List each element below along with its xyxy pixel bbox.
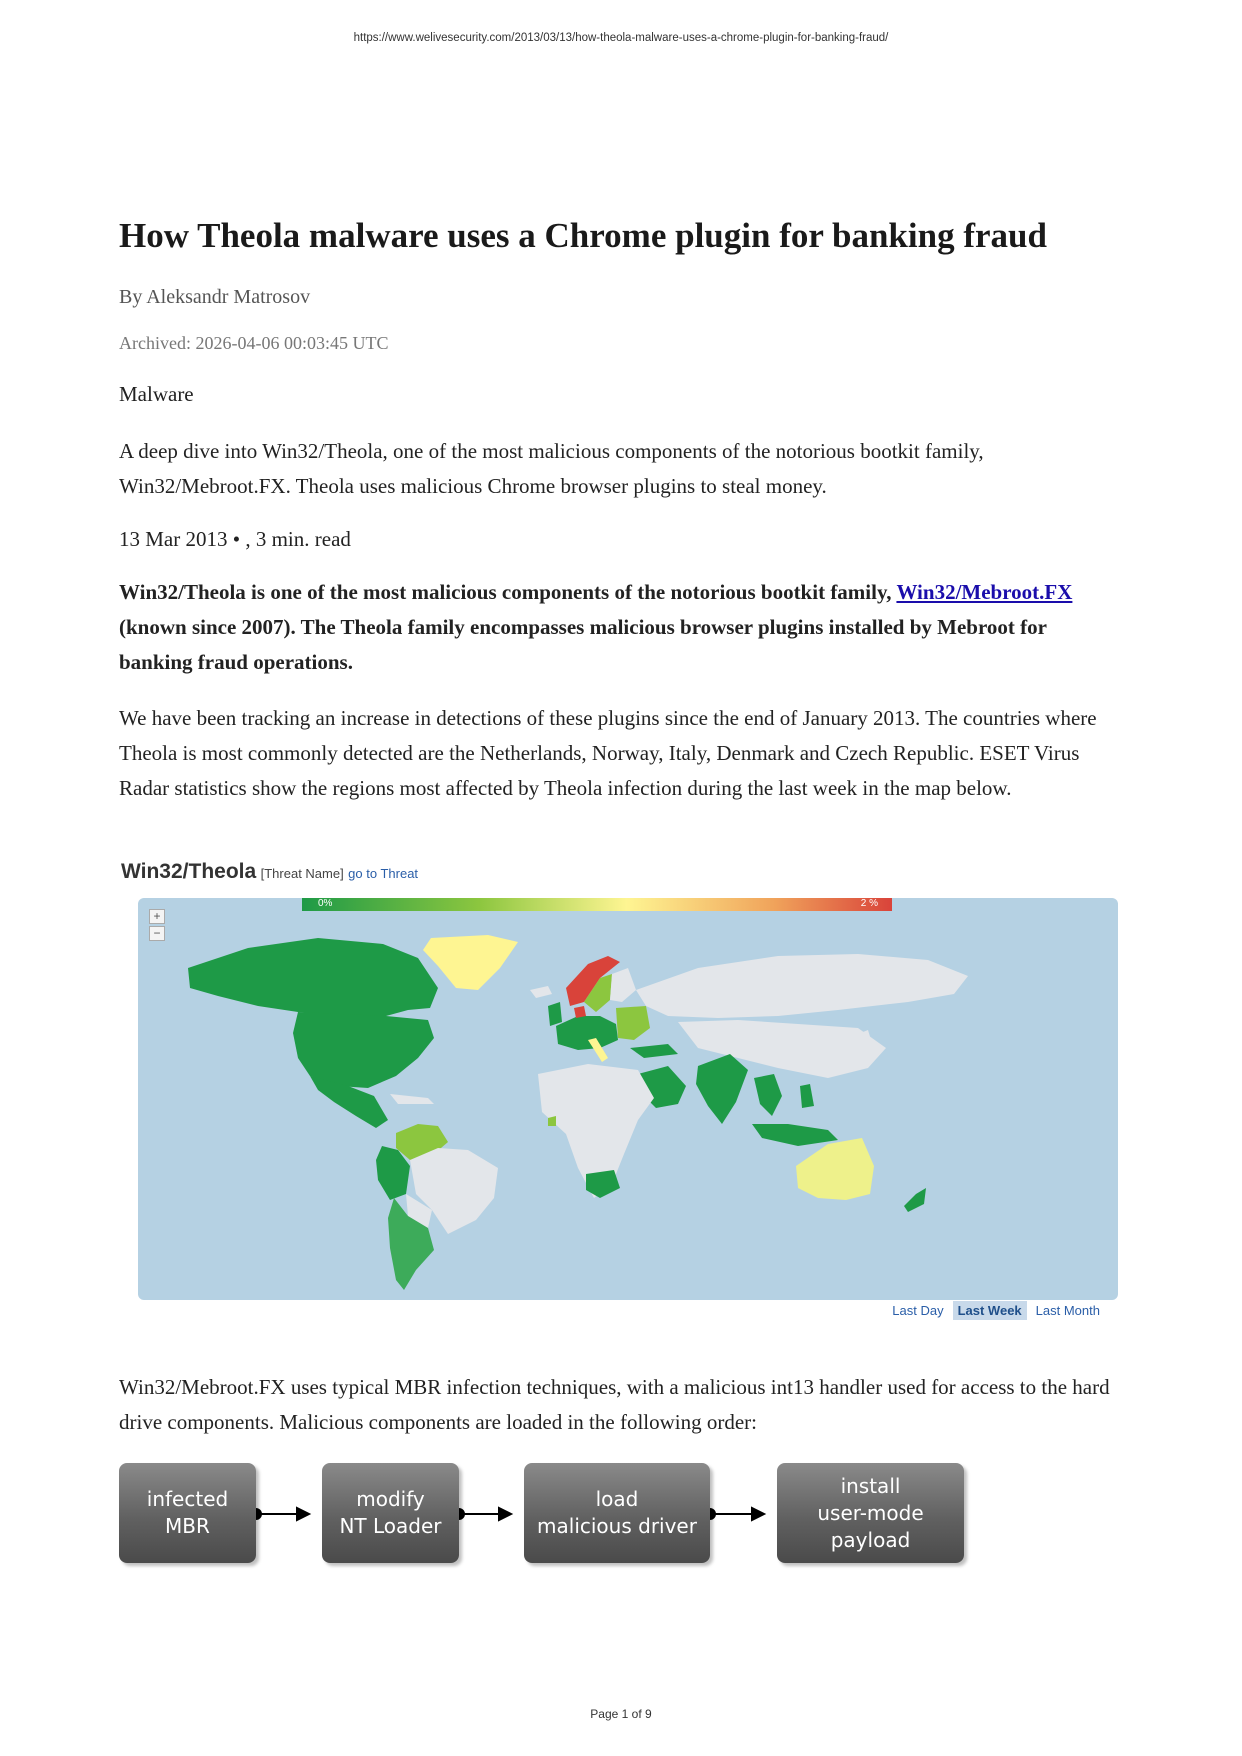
flow-step-3-line-2: malicious driver [537,1514,697,1538]
flow-step-load-driver [524,1463,710,1563]
region-eastern-europe [616,1006,650,1040]
infection-flow-diagram [119,1463,979,1573]
world-map[interactable] [138,898,1118,1300]
region-new-zealand [904,1188,926,1212]
flow-step-install-payload [777,1463,964,1563]
flow-step-4-line-2: user-mode [817,1500,924,1525]
flow-arrow-2-head [499,1508,511,1520]
zoom-controls [149,909,163,943]
region-north-america-north [188,938,438,1016]
threat-map-figure [119,860,1119,1330]
archived-timestamp: Archived: 2026-04-06 00:03:45 UTC [119,333,389,353]
region-caribbean [390,1094,434,1104]
body-paragraph-2: Win32/Mebroot.FX uses typical MBR infection techniques, with a malicious int13 handler used for access to the hard drive components. Malicious components are loaded in the following order: [119,1375,1110,1434]
region-uk [548,1002,562,1026]
region-western-europe [556,1016,618,1050]
region-russia [636,954,968,1018]
region-greenland [423,935,518,990]
region-usa [293,1012,434,1088]
article [119,214,1119,806]
tab-last-day[interactable]: Last Day [892,1303,944,1318]
map-title [121,860,418,884]
article-title: How Theola malware uses a Chrome plugin for banking fraud [119,216,1047,255]
body-paragraph-1: We have been tracking an increase in detections of these plugins since the end of January 2013. The countries where Theola is most commonly detected are the Netherlands, Norway, Italy, Denmark and Czech Republic. ESET Virus Radar statistics show the regions most affected by Theola infection during the last week in the map below. [119,706,1097,800]
threat-name: Win32/Theola [121,860,257,883]
flow-step-2-line-2: NT Loader [339,1514,442,1538]
region-india [696,1054,748,1124]
flow-step-modify-nt-loader [322,1463,459,1563]
region-australia [796,1138,874,1200]
tab-last-month[interactable]: Last Month [1035,1303,1100,1318]
article-summary: A deep dive into Win32/Theola, one of the most malicious components of the notorious bootkit family, Win32/Mebroot.FX. Theola uses malicious Chrome browser plugins to steal money. [119,439,984,498]
lead-text-after: (known since 2007). The Theola family encompasses malicious browser plugins installed by Mebroot for banking fraud operations. [119,615,1047,674]
region-finland [610,968,636,1002]
map-legend-bar [302,898,892,911]
go-to-threat-link[interactable]: go to Threat [348,866,419,881]
zoom-out-button[interactable]: − [149,926,165,941]
region-philippines [800,1084,814,1108]
author-byline: By Aleksandr Matrosov [119,286,311,308]
flow-step-4-line-3: payload [830,1527,911,1552]
flow-step-1-line-1: infected [146,1487,229,1511]
mebroot-link[interactable]: Win32/Mebroot.FX [896,580,1073,604]
legend-high-label: 2 % [860,898,878,909]
tab-last-week[interactable]: Last Week [953,1301,1027,1320]
flow-step-3-line-1: load [595,1487,639,1511]
flow-step-4-line-1: install [840,1473,901,1498]
region-indonesia [752,1124,838,1146]
threat-name-label: [Threat Name] [260,866,344,881]
world-map-svg [138,898,1118,1300]
flow-step-infected-mbr [119,1463,256,1563]
flow-step-2-line-1: modify [356,1487,425,1511]
page-number: Page 1 of 9 [590,1707,652,1721]
page-url-header: https://www.welivesecurity.com/2013/03/13/how-theola-malware-uses-a-chrome-plugin-for-banking-fraud/ [353,32,889,44]
lead-paragraph [119,575,1119,680]
region-netherlands [574,1006,586,1018]
flow-arrow-1-head [297,1508,309,1520]
category-label: Malware [119,382,194,406]
legend-low-label: 0% [318,898,333,909]
flow-arrow-3-head [752,1508,764,1520]
region-south-africa [586,1170,620,1198]
time-range-tabs [883,1301,1105,1320]
region-turkey [630,1044,678,1058]
publish-date-line: 13 Mar 2013 • , 3 min. read [119,527,351,551]
region-southeast-asia [754,1074,782,1116]
region-iceland [530,986,552,998]
flow-step-1-line-2: MBR [165,1514,210,1538]
lead-text-before: Win32/Theola is one of the most malicious components of the notorious bootkit family, [119,580,897,604]
zoom-in-button[interactable]: + [149,909,165,924]
